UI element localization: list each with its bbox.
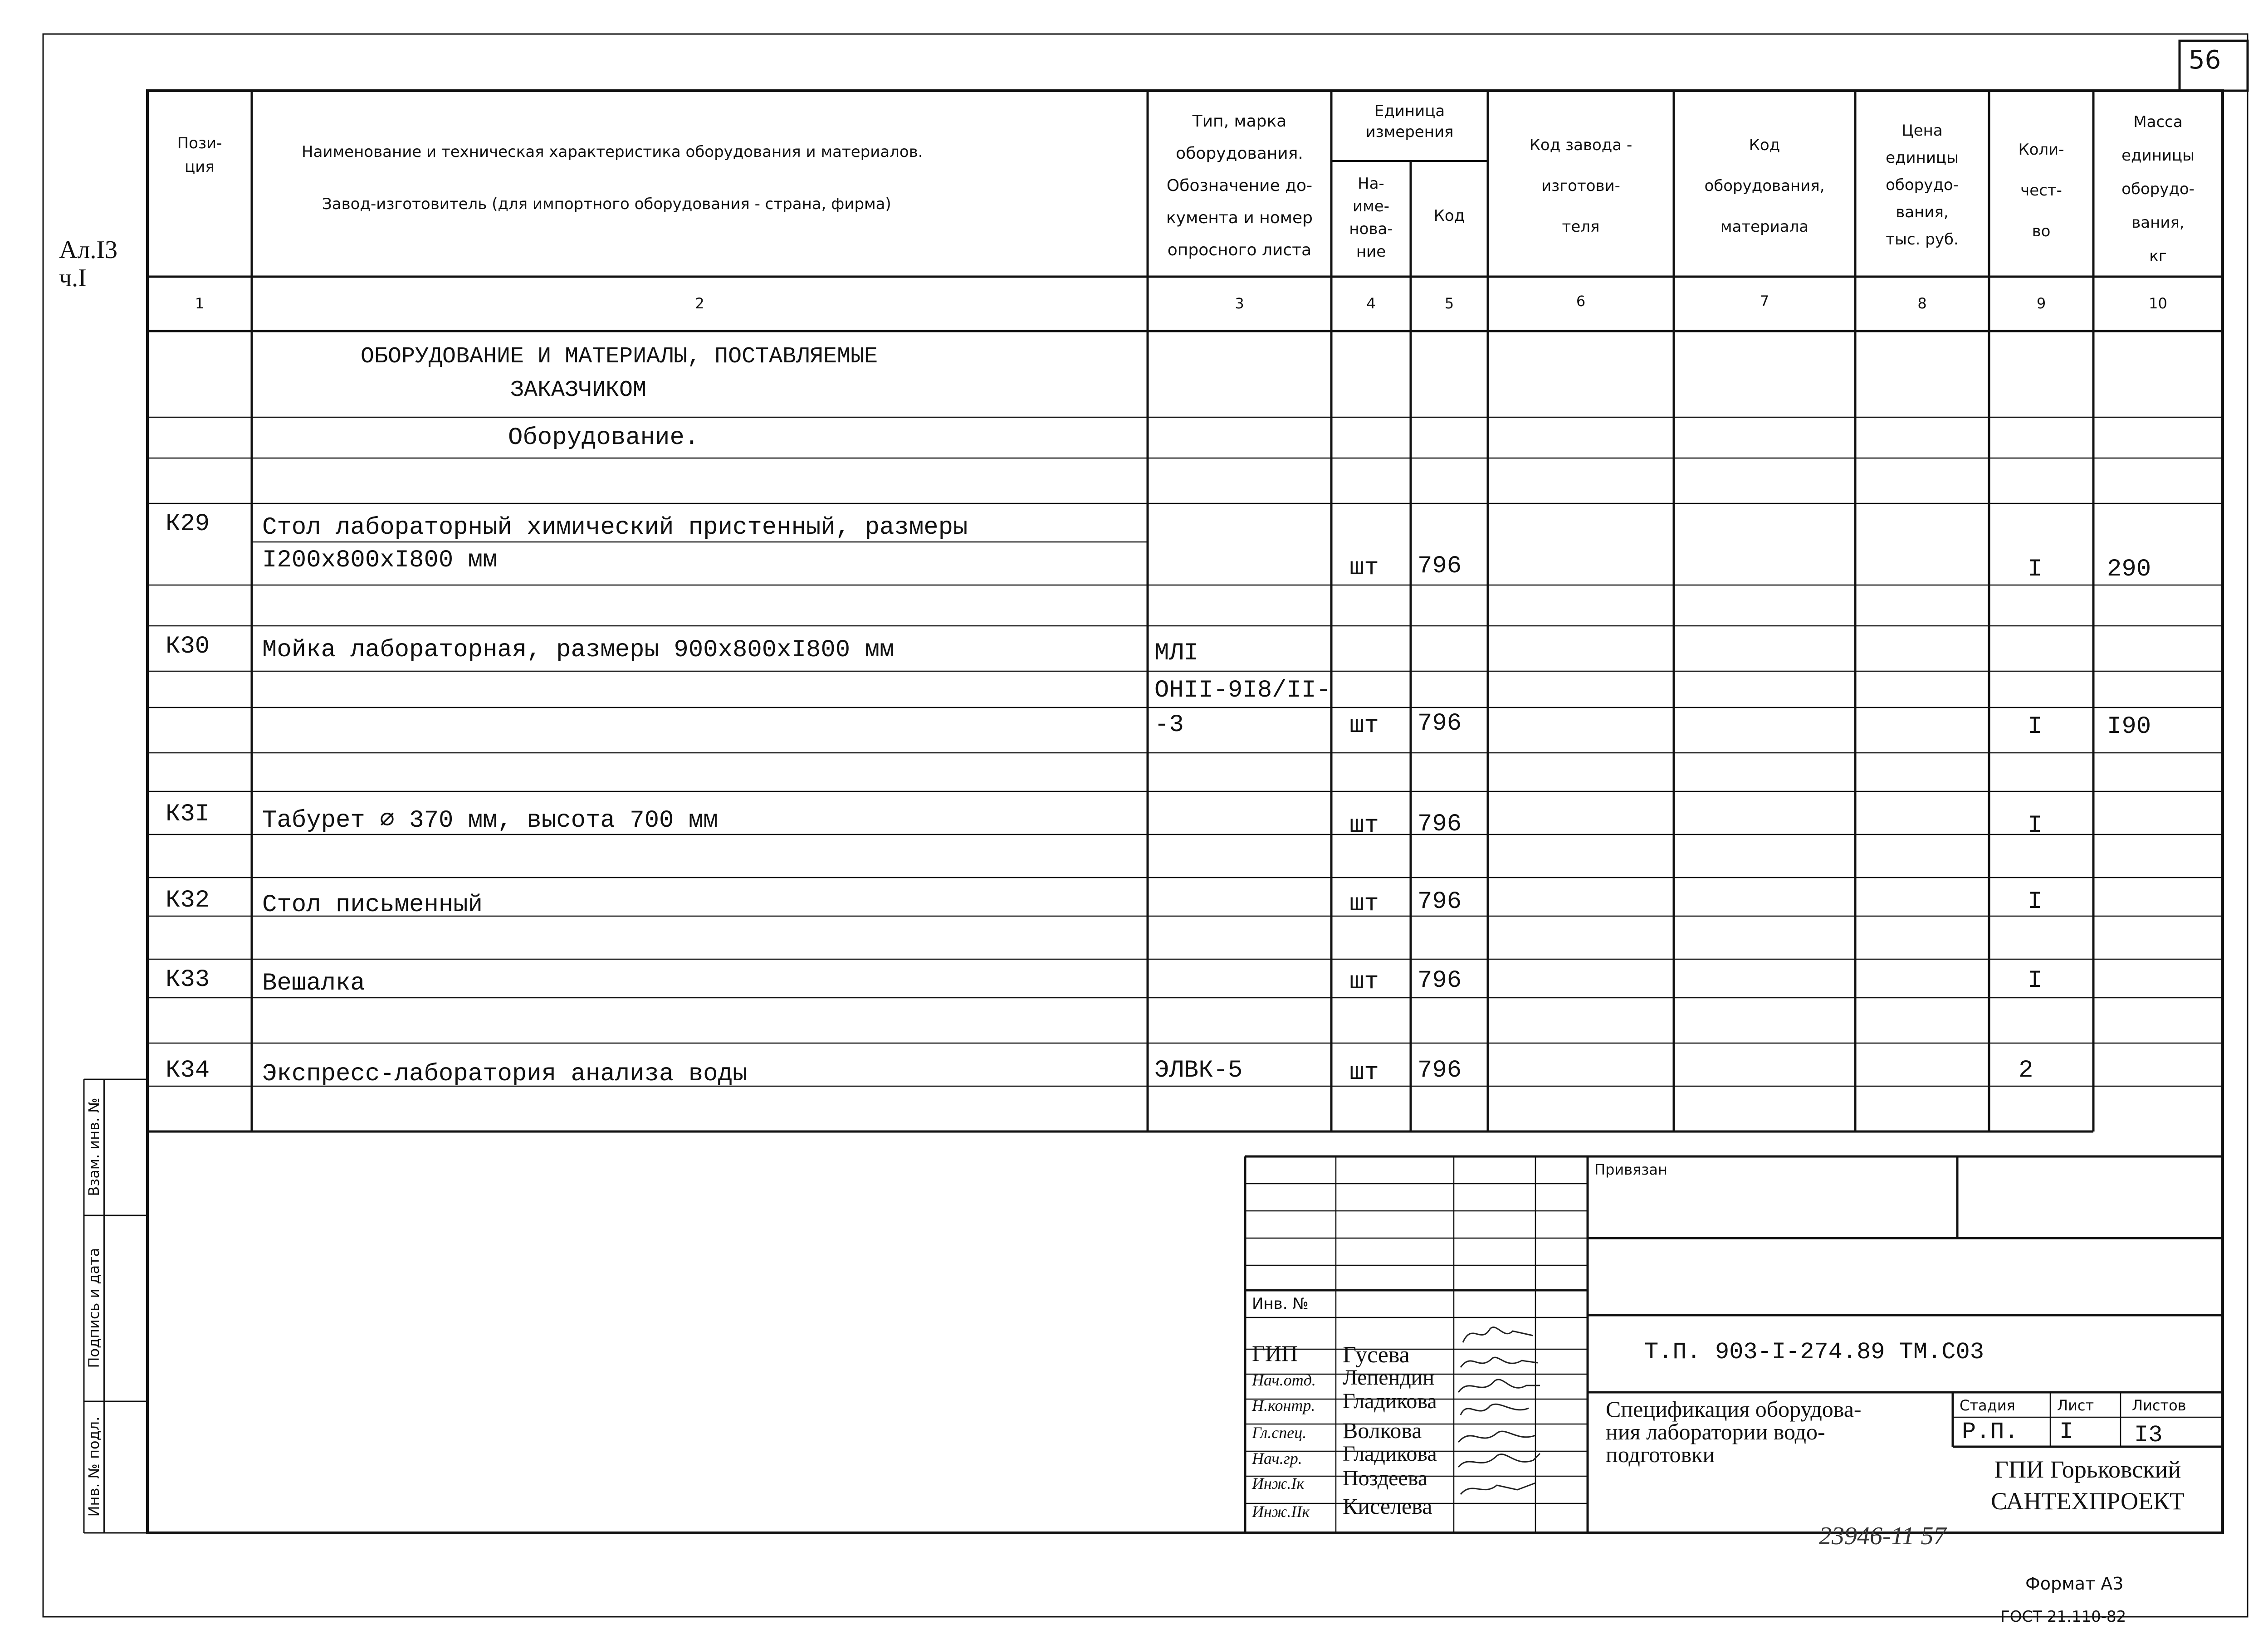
section-title-line2: ЗАКАЗЧИКОМ [510, 377, 647, 403]
row-name-line1: Стол лабораторный химический пристенный, размеры [262, 514, 968, 541]
stage-value: Р.П. [1962, 1419, 2019, 1445]
row-position: К32 [166, 887, 210, 914]
row-type-line2: ОНII-9I8/II- [1154, 677, 1331, 704]
gost-reference: ГОСТ 21.110-82 [2000, 1608, 2126, 1626]
document-title-line2: ния лаборатории водо- [1606, 1419, 1825, 1444]
signer-name: Волкова [1343, 1418, 1422, 1443]
header-manufacturer-code: Код завода - изготови- теля [1529, 136, 1633, 236]
stamp-signature-date [84, 1215, 104, 1401]
paper-format: Формат А3 [2025, 1574, 2124, 1594]
row-type-line3: -3 [1154, 711, 1184, 739]
signer-name: Гусева [1343, 1342, 1410, 1368]
album-label-line1: Ал.I3 [59, 236, 118, 264]
row-name-line1: Вешалка [262, 970, 365, 997]
row-code: 796 [1418, 1057, 1462, 1084]
column-number: 7 [1760, 293, 1769, 310]
header-mass: Масса единицы оборудо- вания, кг [2121, 113, 2195, 265]
row-unit: шт [1349, 1059, 1379, 1087]
stage-label: Стадия [1960, 1397, 2015, 1414]
album-label [59, 236, 117, 292]
row-unit: шт [1349, 890, 1379, 918]
stamp-signature-date-label: Подпись и дата [85, 1248, 103, 1368]
row-mass: 290 [2107, 556, 2151, 583]
column-number: 8 [1917, 295, 1927, 312]
row-quantity: I [2028, 713, 2043, 741]
header-unit-code: Код [1433, 207, 1465, 225]
row-mass: I90 [2107, 713, 2151, 741]
document-title-line1: Спецификация оборудова- [1606, 1396, 1862, 1422]
row-name-line1: Стол письменный [262, 891, 483, 919]
header-position: Пози- ция [177, 134, 222, 176]
row-name-line1: Экспресс-лаборатория анализа воды [262, 1060, 748, 1088]
sheets-total-value: I3 [2134, 1422, 2163, 1449]
column-number: 6 [1576, 293, 1586, 310]
document-title [1606, 1398, 1862, 1466]
role-label: Инж.Iк [1252, 1474, 1305, 1493]
row-code: 796 [1418, 552, 1462, 580]
row-quantity: I [2028, 967, 2043, 995]
row-position: К33 [166, 966, 210, 994]
row-code: 796 [1418, 810, 1462, 838]
signer-name: Киселева [1343, 1493, 1432, 1519]
column-number: 5 [1444, 295, 1454, 312]
row-code: 796 [1418, 967, 1462, 995]
header-equipment-code: Код оборудования, материала [1704, 136, 1825, 236]
sheet-label: Лист [2057, 1397, 2094, 1414]
row-quantity: I [2028, 888, 2043, 916]
sheets-total-label: Листов [2132, 1397, 2186, 1414]
row-quantity: I [2028, 556, 2043, 583]
row-position: К30 [166, 633, 210, 660]
column-number: 4 [1366, 295, 1376, 312]
row-type-line1: МЛI [1154, 639, 1199, 667]
column-number: 10 [2149, 295, 2167, 312]
stamp-original-inv-label: Инв. № подл. [85, 1416, 103, 1517]
row-unit: шт [1349, 712, 1379, 740]
role-label: Инж.IIк [1252, 1502, 1310, 1521]
row-code: 796 [1418, 888, 1462, 916]
inv-no-label: Инв. № [1252, 1295, 1309, 1313]
header-unit-group: Единица измерения [1365, 102, 1454, 141]
organization-line1: ГПИ Горьковский [1994, 1456, 2181, 1483]
role-label: ГИП [1252, 1341, 1298, 1366]
row-position: К3I [166, 800, 210, 828]
row-code: 796 [1418, 710, 1462, 737]
column-number: 3 [1235, 295, 1244, 312]
document-code: Т.П. 903-I-274.89 ТМ.С03 [1644, 1339, 1984, 1366]
row-type: ЭЛВК-5 [1154, 1057, 1243, 1084]
organization [1953, 1454, 2223, 1517]
header-unit-name: На- име- нова- ние [1349, 175, 1393, 261]
section-title-line1: ОБОРУДОВАНИЕ И МАТЕРИАЛЫ, ПОСТАВЛЯЕМЫЕ [361, 344, 878, 370]
row-quantity: I [2028, 812, 2043, 839]
row-name-line1: Мойка лабораторная, размеры 900x800xI800 мм [262, 636, 894, 664]
column-number: 1 [195, 295, 205, 312]
header-name-line2: Завод-изготовитель (для импортного оборудования - страна, фирма) [322, 195, 891, 213]
signer-name: Гладикова [1343, 1389, 1437, 1413]
row-quantity: 2 [2019, 1057, 2033, 1084]
row-position: К29 [166, 510, 210, 538]
sheet-value: I [2059, 1419, 2074, 1445]
stamp-original-inv [84, 1401, 104, 1533]
organization-line2: САНТЕХПРОЕКТ [1991, 1488, 2185, 1515]
role-label: Гл.спец. [1252, 1424, 1307, 1442]
section-subtitle: Оборудование. [508, 424, 699, 452]
row-unit: шт [1349, 812, 1379, 839]
signer-name: Лепендин [1343, 1366, 1435, 1390]
column-number: 2 [695, 295, 704, 312]
header-type: Тип, марка оборудования. Обозначение до- кумента и номер опросного листа [1166, 112, 1313, 259]
row-name-line2: I200x800xI800 мм [262, 546, 498, 574]
handwritten-signatures [1454, 1317, 1545, 1533]
stamp-replacement-inv [84, 1079, 104, 1215]
role-label: Нач.отд. [1252, 1371, 1316, 1389]
header-quantity: Коли- чест- во [2018, 141, 2064, 240]
row-unit: шт [1349, 554, 1379, 582]
document-title-line3: подготовки [1606, 1442, 1715, 1467]
role-label: Н.контр. [1252, 1396, 1315, 1415]
sheet-number: 56 [2189, 45, 2221, 75]
row-name-line1: Табурет ∅ 370 мм, высота 700 мм [262, 807, 718, 834]
column-number: 9 [2036, 295, 2046, 312]
archive-number: 23946-11 57 [1819, 1522, 1946, 1550]
header-name-line1: Наименование и техническая характеристика оборудования и материалов. [302, 143, 923, 161]
stamp-replacement-inv-label: Взам. инв. № [85, 1097, 103, 1196]
row-unit: шт [1349, 968, 1379, 996]
privyazan-label: Привязан [1594, 1161, 1667, 1178]
signer-name: Гладикова [1343, 1442, 1437, 1466]
album-label-line2: ч.I [59, 264, 87, 292]
header-price: Цена единицы оборудо- вания, тыс. руб. [1886, 122, 1959, 249]
signer-name: Поздеева [1343, 1466, 1428, 1490]
row-position: К34 [166, 1057, 210, 1084]
role-label: Нач.гр. [1252, 1449, 1302, 1468]
